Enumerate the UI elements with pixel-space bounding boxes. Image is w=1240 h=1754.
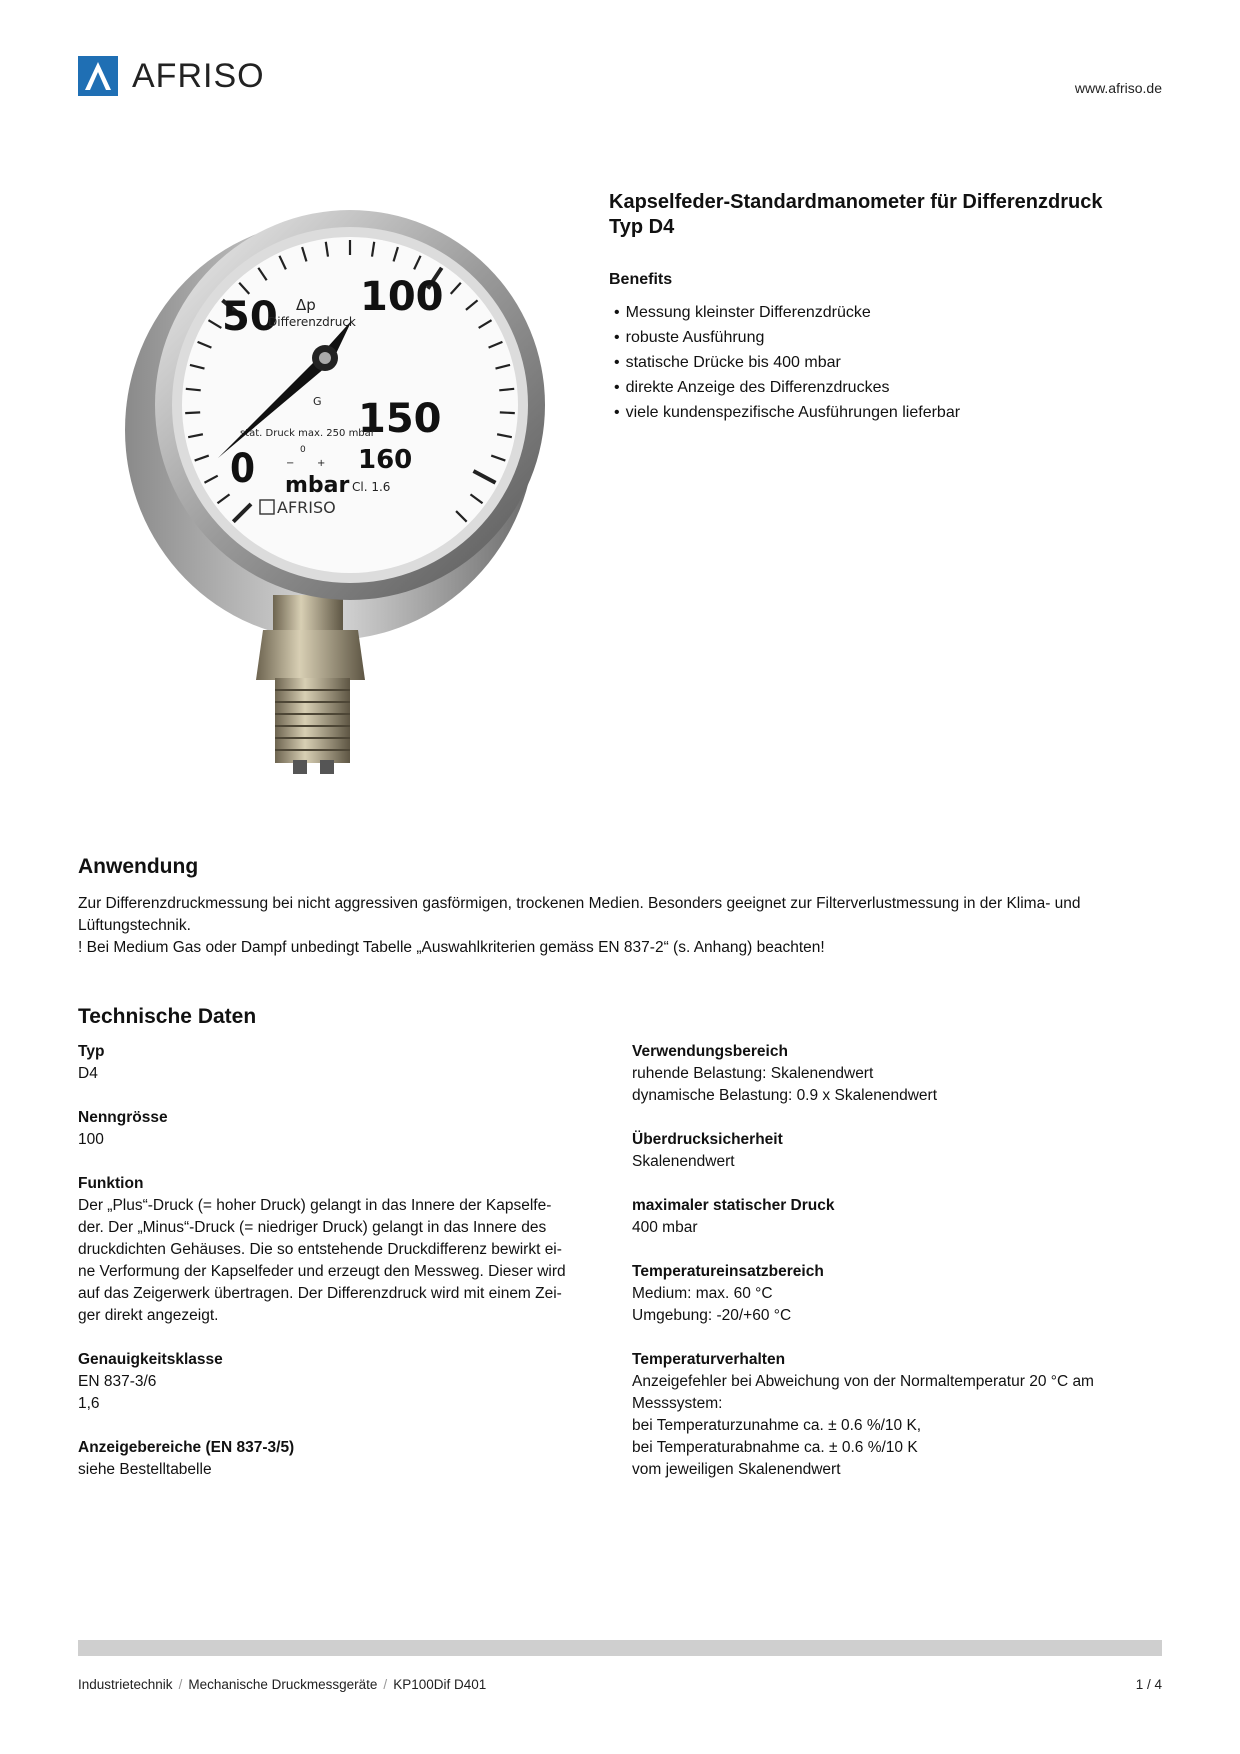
breadcrumb-item: KP100Dif D401 [393, 1677, 487, 1692]
specs-right-column [632, 1041, 1192, 1503]
spec-anzeigebereiche [78, 1437, 618, 1481]
spec-value: EN 837-3/6 1,6 [78, 1373, 157, 1412]
gauge-delta-label: Δp [296, 296, 316, 314]
breadcrumb [78, 1677, 486, 1692]
spec-value: Skalenendwert [632, 1153, 735, 1170]
gauge-tick [500, 412, 515, 413]
spec-value: Der „Plus“-Druck (= hoher Druck) gelangt in das Innere der Kapselfe- der. Der „Minus“-Druck (= niedriger Druck) gelangt in das Innere des druckdichten Gehäuses. Die so entstehende Druckdifferenz bewirkt ei- ne Verformung der Kapselfeder und erzeugt den Messweg. Dieser wird auf das Zeigerwerk übertragen. Der Differenzdruck wird mit einem Zei- ger direkt angezeigt. [78, 1197, 566, 1324]
spec-genauigkeitsklasse [78, 1349, 618, 1415]
breadcrumb-item[interactable]: Mechanische Druckmessgeräte [188, 1677, 378, 1692]
afriso-logo [78, 55, 265, 97]
spec-ueberdrucksicherheit [632, 1129, 1192, 1173]
gauge-static-note: stat. Druck max. 250 mbar [240, 428, 375, 439]
spec-typ [78, 1041, 618, 1085]
gauge-scale-100: 100 [360, 274, 444, 320]
gauge-scale-50: 50 [222, 294, 278, 340]
benefits-list [609, 300, 960, 425]
benefit-item: • direkte Anzeige des Differenzdruckes [609, 375, 960, 400]
spec-nenngroesse [78, 1107, 618, 1151]
spec-temperatureinsatzbereich [632, 1261, 1192, 1327]
spec-value: D4 [78, 1065, 98, 1082]
gauge-gas-label: G [313, 395, 322, 408]
specs-left-column [78, 1041, 618, 1503]
brand-name: AFRISO [132, 56, 265, 95]
gauge-tick [499, 389, 514, 390]
spec-label: Genauigkeitsklasse [78, 1351, 223, 1368]
gauge-tick [186, 389, 201, 390]
benefits-heading: Benefits [609, 271, 673, 288]
spec-label: Überdrucksicherheit [632, 1131, 783, 1148]
footer-divider [78, 1640, 1162, 1656]
product-title-line1: Kapselfeder-Standardmanometer für Differenzdruck [609, 191, 1103, 213]
gauge-unit: mbar [285, 473, 350, 498]
benefit-item: • statische Drücke bis 400 mbar [609, 350, 960, 375]
gauge-minus-sign: − [286, 458, 295, 469]
gauge-scale-0: 0 [230, 446, 256, 492]
product-title-line2: Typ D4 [609, 216, 675, 238]
benefit-item: • Messung kleinster Differenzdrücke [609, 300, 960, 325]
gauge-class: Cl. 1.6 [352, 480, 391, 494]
breadcrumb-item[interactable]: Industrietechnik [78, 1677, 173, 1692]
anwendung-line1: Zur Differenzdruckmessung bei nicht aggressiven gasförmigen, trockenen Medien. Besonders geeignet zur Filterverlustmessung in der Klima- und Lüftungstechnik. [78, 895, 1081, 934]
anwendung-line2: ! Bei Medium Gas oder Dampf unbedingt Tabelle „Auswahlkriterien gemäss EN 837-2“ (s. Anhang) beachten! [78, 939, 825, 956]
spec-value: 400 mbar [632, 1219, 698, 1236]
spec-label: Typ [78, 1043, 105, 1060]
spec-verwendungsbereich [632, 1041, 1192, 1107]
manometer-image [120, 200, 560, 790]
benefit-item: • robuste Ausführung [609, 325, 960, 350]
spec-label: Temperaturverhalten [632, 1351, 786, 1368]
anwendung-heading: Anwendung [78, 855, 199, 878]
spec-value: siehe Bestelltabelle [78, 1461, 212, 1478]
gauge-brand: AFRISO [277, 498, 336, 517]
spec-label: Anzeigebereiche (EN 837-3/5) [78, 1439, 295, 1456]
spec-max-statischer-druck [632, 1195, 1192, 1239]
page-number: 1 / 4 [1135, 1677, 1162, 1692]
gauge-tick [185, 412, 200, 413]
technische-daten-heading: Technische Daten [78, 1005, 257, 1028]
anwendung-text [78, 893, 1168, 959]
gauge-plus-sign: + [317, 458, 326, 469]
spec-label: Funktion [78, 1175, 144, 1192]
spec-funktion [78, 1173, 618, 1327]
website-link[interactable]: www.afriso.de [1074, 80, 1162, 96]
spec-value: 100 [78, 1131, 104, 1148]
spec-value: Anzeigefehler bei Abweichung von der Normaltemperatur 20 °C am Messsystem: bei Temperaturzunahme ca. ± 0.6 %/10 K, bei Temperaturabnahme ca. ± 0.6 %/10 K vom jeweiligen Skalenendwert [632, 1373, 1094, 1478]
breadcrumb-separator: / [383, 1677, 388, 1692]
spec-label: Nenngrösse [78, 1109, 168, 1126]
spec-label: Temperatureinsatzbereich [632, 1263, 824, 1280]
spec-value: ruhende Belastung: Skalenendwert dynamische Belastung: 0.9 x Skalenendwert [632, 1065, 938, 1104]
spec-temperaturverhalten [632, 1349, 1192, 1481]
benefit-item: • viele kundenspezifische Ausführungen lieferbar [609, 400, 960, 425]
breadcrumb-separator: / [178, 1677, 183, 1692]
spec-value: Medium: max. 60 °C Umgebung: -20/+60 °C [632, 1285, 792, 1324]
gauge-dial-label: Differenzdruck [268, 315, 356, 329]
product-title [609, 190, 1169, 240]
gauge-zero-sign: 0 [300, 445, 306, 455]
gauge-scale-160: 160 [358, 445, 413, 475]
spec-label: Verwendungsbereich [632, 1043, 788, 1060]
afriso-logo-icon [78, 56, 118, 96]
gauge-scale-150: 150 [358, 396, 442, 442]
spec-label: maximaler statischer Druck [632, 1197, 835, 1214]
